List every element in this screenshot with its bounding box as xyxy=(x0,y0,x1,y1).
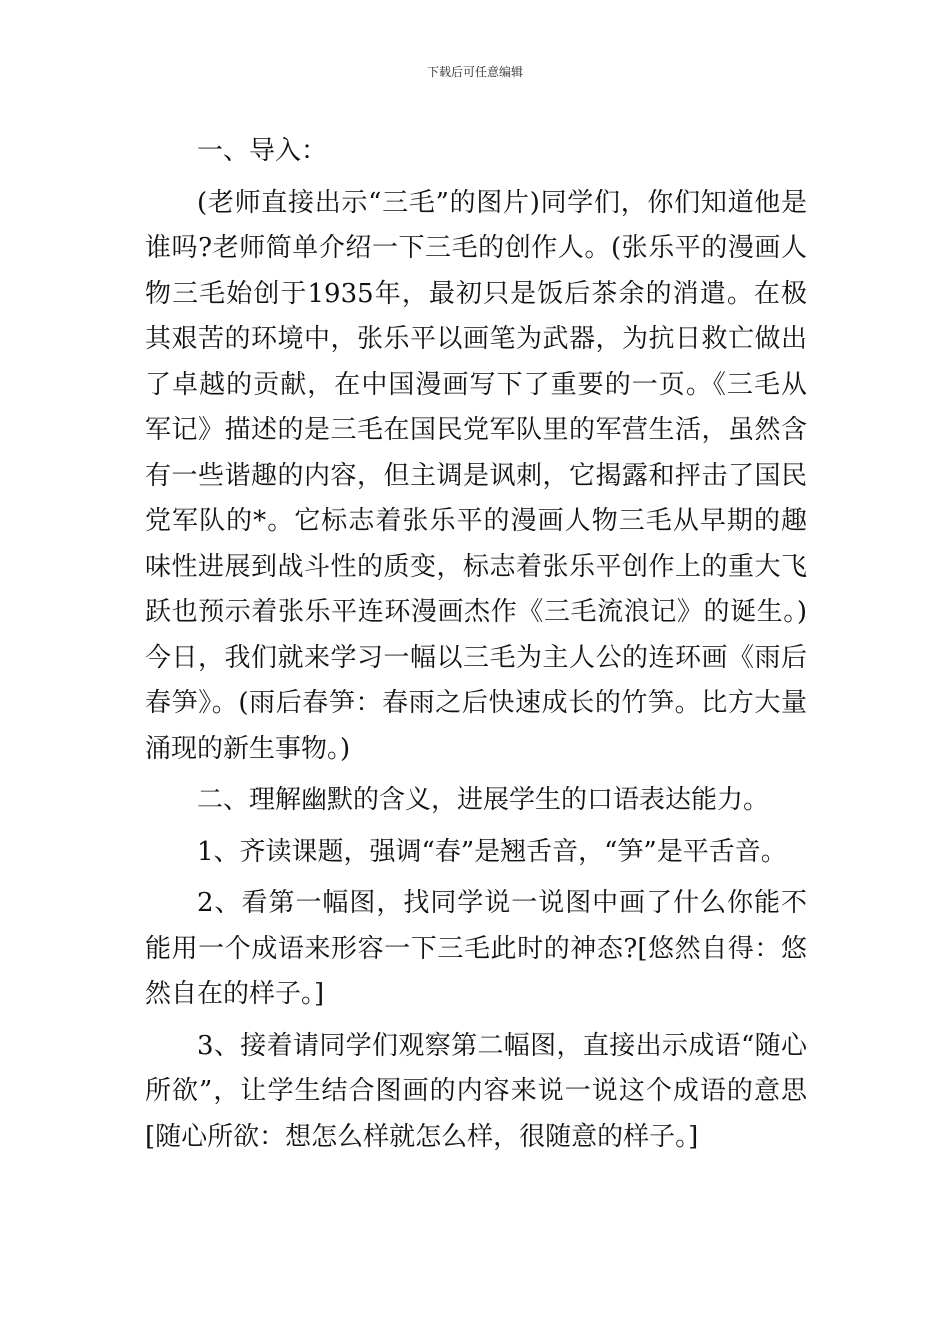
list-item-1: 1、齐读课题，强调“春”是翘舌音，“笋”是平舌音。 xyxy=(197,836,787,867)
document-body xyxy=(145,129,807,1160)
list-item-3: 3、接着请同学们观察第二幅图，直接出示成语“随心所欲”，让学生结合图画的内容来说一说这个成语的意思[随心所欲：想怎么样就怎么样，很随意的样子。] xyxy=(145,1030,807,1152)
list-item-2: 2、看第一幅图，找同学说一说图中画了什么你能不能用一个成语来形容一下三毛此时的神态?[悠然自得：悠然自在的样子。] xyxy=(145,888,807,1009)
page-header: 下载后可任意编辑 xyxy=(426,65,523,79)
paragraph-intro-text: (老师直接出示“三毛”的图片)同学们，你们知道他是谁吗?老师简单介绍一下三毛的创作人。(张乐平的漫画人物三毛始创于1935年，最初只是饭后茶余的消遣。在极其艰苦的环境中，张乐平以画笔为武器，为抗日救亡做出了卓越的贡献，在中国漫画写下了重要的一页。《三毛从军记》描述的是三毛在国民党军队里的军营生活，虽然含有一些谐趣的内容，但主调是讽刺，它揭露和抨击了国民党军队的*。它标志着张乐平的漫画人物三毛从早期的趣味性进展到战斗性的质变，标志着张乐平创作上的重大飞跃也预示着张乐平连环漫画杰作《三毛流浪记》的诞生。)今日，我们就来学习一幅以三毛为主人公的连环画《雨后春笋》。(雨后春笋：春雨之后快速成长的竹笋。比方大量涌现的新生事物。) xyxy=(145,187,807,764)
section-heading-humor: 二、理解幽默的含义，进展学生的口语表达能力。 xyxy=(197,785,770,815)
section-heading-intro: 一、导入： xyxy=(197,136,328,166)
